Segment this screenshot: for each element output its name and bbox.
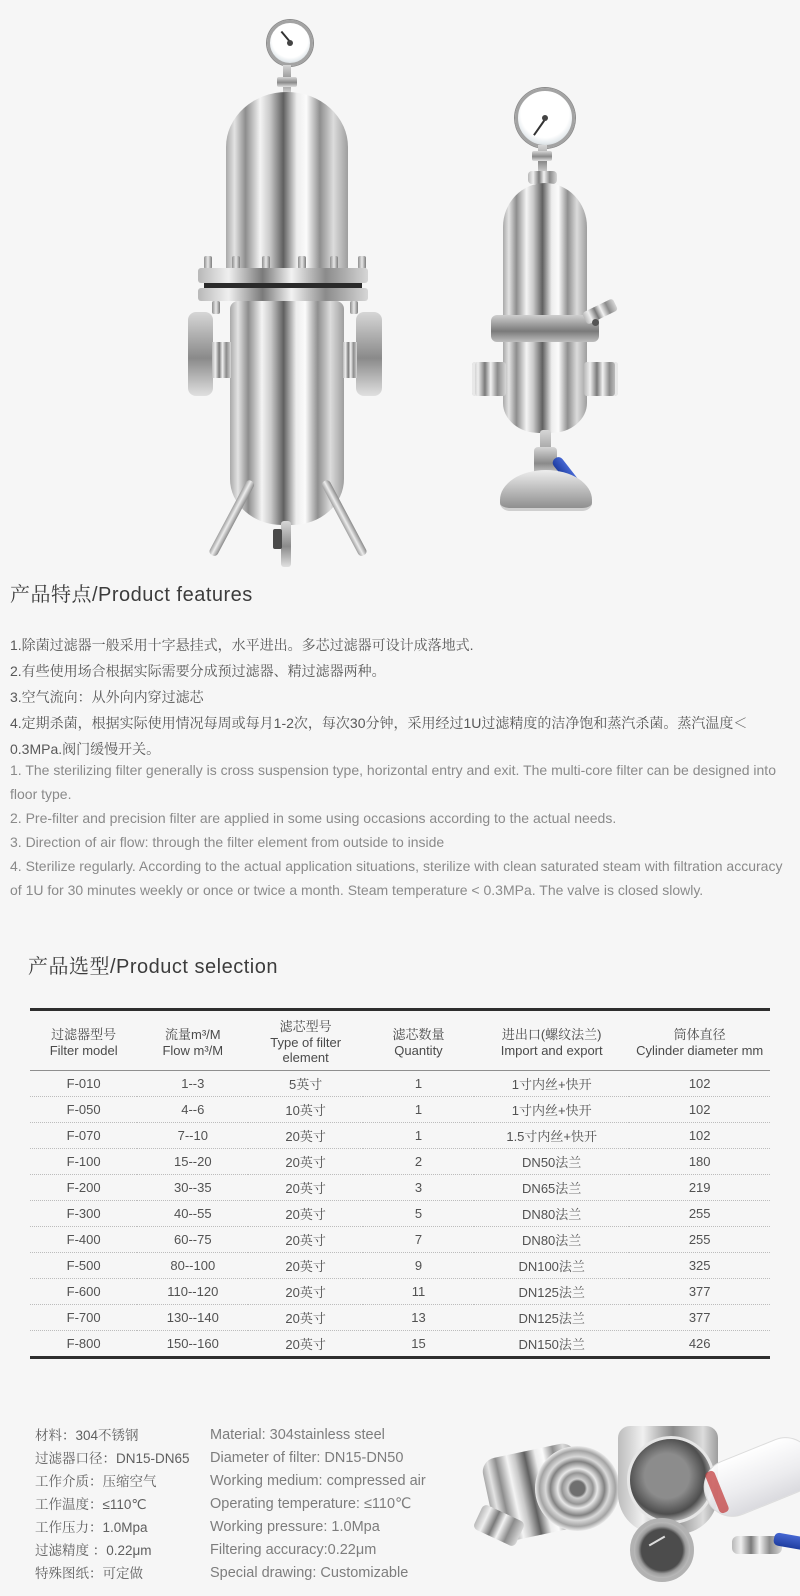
tripod-leg-right	[321, 479, 368, 557]
spec-cn-item: 工作介质：压缩空气	[35, 1474, 157, 1489]
left-port-arm	[212, 342, 231, 378]
flange-plate-lower	[198, 288, 368, 301]
table-header-row	[30, 1010, 770, 1071]
table-cell: DN50法兰	[474, 1149, 629, 1175]
spec-cn-item: 工作温度：≤110℃	[35, 1497, 147, 1512]
column-header-quantity: 滤芯数量 Quantity	[363, 1010, 474, 1071]
table-row	[30, 1123, 770, 1149]
table-cell: 102	[629, 1097, 770, 1123]
gauge-hub	[542, 115, 548, 121]
table-cell: 255	[629, 1201, 770, 1227]
table-row	[30, 1253, 770, 1279]
pressure-gauge	[515, 88, 575, 148]
spec-cn-item: 工作压力：1.0Mpa	[35, 1520, 148, 1535]
table-cell: 3	[363, 1175, 474, 1201]
right-flange-disc	[356, 312, 382, 396]
right-port-arm	[343, 342, 357, 378]
spec-cn-item: 过滤精度 ：0.22μm	[35, 1543, 152, 1558]
table-cell: 377	[629, 1305, 770, 1331]
features-heading: 产品特点/Product features	[10, 584, 253, 606]
feature-en-item: 4. Sterilize regularly. According to the actual application situations, sterilize with clean saturated steam with filtration accuracy of 1U for 30 minutes weekly or once or twice a month. Steam temperature < 0.3MPa. The valve is closed slowly.	[10, 858, 783, 898]
specs-cn-list	[35, 1424, 190, 1585]
spec-en-item: Working medium: compressed air	[210, 1473, 426, 1489]
table-cell: 11	[363, 1279, 474, 1305]
table-row	[30, 1175, 770, 1201]
housing-cup-interior	[627, 1436, 715, 1524]
specs-en-list	[210, 1424, 426, 1585]
table-cell: 5英寸	[289, 1077, 323, 1092]
table-cell: 20英寸	[248, 1279, 363, 1305]
column-header-ports: 进出口(螺纹法兰) Import and export	[474, 1010, 629, 1071]
left-flange-disc	[188, 312, 213, 396]
clamp-lever	[582, 298, 618, 325]
table-cell: DN80法兰	[474, 1227, 629, 1253]
table-row	[30, 1071, 770, 1097]
table-cell: F-100	[30, 1149, 137, 1175]
table-cell: 13	[363, 1305, 474, 1331]
table-cell: 1寸内丝+快开	[511, 1077, 592, 1092]
table-cell: 150--160	[137, 1331, 248, 1358]
gauge-nut	[532, 151, 552, 161]
clamp-bolt	[592, 319, 599, 326]
feature-cn-item: 1.除菌过滤器一般采用十字悬挂式，水平进出。多芯过滤器可设计成落地式.	[10, 637, 474, 653]
table-cell: F-200	[30, 1175, 137, 1201]
table-cell: 1	[363, 1123, 474, 1149]
large-filter-photo	[150, 15, 420, 565]
table-cell: 130--140	[137, 1305, 248, 1331]
table-cell: F-600	[30, 1279, 137, 1305]
base-foot	[500, 470, 592, 511]
table-cell: 4--6	[137, 1097, 248, 1123]
table-cell: 30--35	[137, 1175, 248, 1201]
drain-pipe	[281, 521, 291, 567]
table-cell: 20英寸	[248, 1253, 363, 1279]
feature-en-item: 3. Direction of air flow: through the filter element from outside to inside	[10, 834, 445, 850]
column-header-flow: 流量m³/M Flow m³/M	[137, 1010, 248, 1071]
table-row	[30, 1227, 770, 1253]
table-cell: 5	[363, 1201, 474, 1227]
table-cell: 80--100	[137, 1253, 248, 1279]
table-cell: DN65法兰	[474, 1175, 629, 1201]
filter-parts-photo	[480, 1400, 800, 1590]
right-port	[584, 362, 618, 396]
table-row	[30, 1279, 770, 1305]
features-en-list	[10, 758, 790, 902]
features-cn-list	[10, 632, 790, 762]
table-cell: F-010	[66, 1076, 101, 1091]
table-cell: 377	[629, 1279, 770, 1305]
table-cell: 20英寸	[248, 1305, 363, 1331]
spec-cn-item: 特殊图纸：可定做	[35, 1566, 143, 1581]
left-port	[472, 362, 506, 396]
table-cell: F-070	[30, 1123, 137, 1149]
table-cell: 1--3	[181, 1076, 205, 1091]
feature-en-item: 1. The sterilizing filter generally is cross suspension type, horizontal entry and exit. The multi-core filter can be designed into floor type.	[10, 762, 776, 802]
gauge-hub	[287, 40, 293, 46]
flange-plate-upper	[198, 268, 368, 283]
table-cell: F-050	[30, 1097, 137, 1123]
table-cell: 20英寸	[248, 1331, 363, 1358]
table-cell: 180	[629, 1149, 770, 1175]
table-row	[30, 1149, 770, 1175]
table-cell: DN150法兰	[474, 1331, 629, 1358]
gauge-nut	[277, 77, 297, 87]
small-gauge	[630, 1518, 694, 1582]
table-cell: DN80法兰	[474, 1201, 629, 1227]
table-cell: 102	[688, 1076, 711, 1091]
table-cell: DN100法兰	[474, 1253, 629, 1279]
table-cell: 20英寸	[248, 1227, 363, 1253]
table-cell: F-300	[30, 1201, 137, 1227]
column-header-diameter: 筒体直径 Cylinder diameter mm	[629, 1010, 770, 1071]
product-selection-table	[30, 1008, 770, 1359]
column-header-element: 滤芯型号 Type of filter element	[248, 1010, 363, 1071]
spec-en-item: Material: 304stainless steel	[210, 1427, 385, 1443]
table-cell: 60--75	[137, 1227, 248, 1253]
table-cell: 1.5寸内丝+快开	[474, 1123, 629, 1149]
table-cell: 1寸内丝+快开	[474, 1097, 629, 1123]
table-cell: 7	[363, 1227, 474, 1253]
feature-cn-item: 4.定期杀菌，根据实际使用情况每周或每月1-2次，每次30分钟，采用经过1U过滤精度的洁净饱和蒸汽杀菌。蒸汽温度＜0.3MPa.阀门缓慢开关。	[10, 715, 748, 757]
small-filter-photo	[455, 85, 655, 515]
table-cell: 20英寸	[248, 1201, 363, 1227]
table-cell: 15--20	[137, 1149, 248, 1175]
column-header-model: 过滤器型号 Filter model	[30, 1010, 137, 1071]
table-cell: 110--120	[137, 1279, 248, 1305]
table-cell: 325	[629, 1253, 770, 1279]
feature-cn-item: 3.空气流向：从外向内穿过滤芯	[10, 689, 204, 705]
table-cell: 426	[629, 1331, 770, 1358]
table-cell: DN125法兰	[474, 1279, 629, 1305]
table-cell: 9	[363, 1253, 474, 1279]
vessel-dome-body	[226, 92, 348, 268]
table-cell: 1	[363, 1097, 474, 1123]
pressure-gauge	[267, 20, 313, 66]
table-row	[30, 1097, 770, 1123]
table-cell: 219	[629, 1175, 770, 1201]
table-cell: 10英寸	[248, 1097, 363, 1123]
table-cell: 20英寸	[248, 1123, 363, 1149]
spec-en-item: Filtering accuracy:0.22μm	[210, 1542, 377, 1558]
spec-en-item: Operating temperature: ≤110℃	[210, 1496, 412, 1512]
table-cell: 20英寸	[248, 1175, 363, 1201]
spec-cn-item: 过滤器口径：DN15-DN65	[35, 1451, 190, 1466]
table-cell: 102	[629, 1123, 770, 1149]
table-cell: 2	[363, 1149, 474, 1175]
table-cell: 20英寸	[248, 1149, 363, 1175]
table-row	[30, 1201, 770, 1227]
housing-flange-face	[535, 1446, 620, 1531]
table-cell: 1	[414, 1076, 423, 1091]
table-cell: 40--55	[137, 1201, 248, 1227]
spec-cn-item: 材料：304不锈钢	[35, 1428, 139, 1443]
selection-heading: 产品选型/Product selection	[28, 956, 278, 978]
table-cell: F-400	[30, 1227, 137, 1253]
feature-cn-item: 2.有些使用场合根据实际需要分成预过滤器、精过滤器两种。	[10, 663, 386, 679]
tri-clamp-ring	[491, 315, 599, 342]
table-cell: DN125法兰	[474, 1305, 629, 1331]
table-row	[30, 1331, 770, 1358]
table-cell: 7--10	[137, 1123, 248, 1149]
table-cell: 15	[363, 1331, 474, 1358]
vessel-body	[503, 183, 587, 433]
drain-valve-tab	[273, 529, 282, 549]
spec-en-item: Working pressure: 1.0Mpa	[210, 1519, 380, 1535]
table-cell: F-700	[30, 1305, 137, 1331]
spec-en-item: Special drawing: Customizable	[210, 1565, 409, 1581]
table-cell: F-500	[30, 1253, 137, 1279]
feature-en-item: 2. Pre-filter and precision filter are applied in some using occasions according to the actual needs.	[10, 810, 617, 826]
spec-en-item: Diameter of filter: DN15-DN50	[210, 1450, 404, 1466]
product-photos	[0, 0, 800, 566]
table-row	[30, 1305, 770, 1331]
table-cell: F-800	[30, 1331, 137, 1358]
table-cell: 255	[629, 1227, 770, 1253]
